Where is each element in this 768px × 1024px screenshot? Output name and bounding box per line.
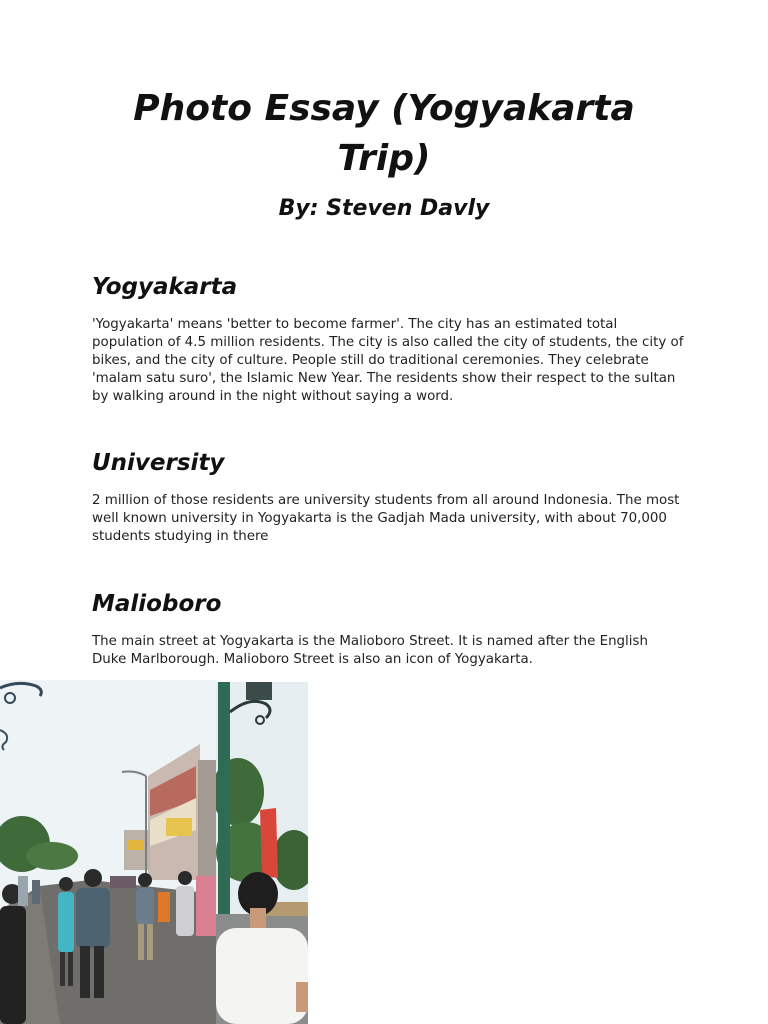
section-body-yogyakarta: 'Yogyakarta' means 'better to become farmer'. The city has an estimated total population of 4.5 million residents. The city is also called the city of students, the city of bikes, and the city of culture. People still do traditional ceremonies. They celebrate 'malam satu suro', the Islamic New Year. The residents show their respect to the sultan by walking around in the night without saying a word. — [92, 317, 684, 404]
malioboro-street-photo — [0, 680, 216, 1024]
section-body-malioboro: The main street at Yogyakarta is the Malioboro Street. It is named after the English Duke Marlborough. Malioboro Street is also an icon of Yogyakarta. — [92, 634, 648, 667]
document-title: Photo Essay (Yogyakarta Trip) — [133, 88, 635, 179]
section-heading-malioboro: Malioboro — [92, 591, 222, 617]
section-heading-yogyakarta: Yogyakarta — [92, 274, 238, 300]
document-author: By: Steven Davly — [278, 196, 490, 221]
malioboro-lamp-photo — [216, 682, 308, 1024]
section-heading-university: University — [92, 450, 225, 476]
section-body-university: 2 million of those residents are university students from all around Indonesia. The most well known university in Yogyakarta is the Gadjah Mada university, with about 70,000 students studying in there — [92, 493, 680, 544]
